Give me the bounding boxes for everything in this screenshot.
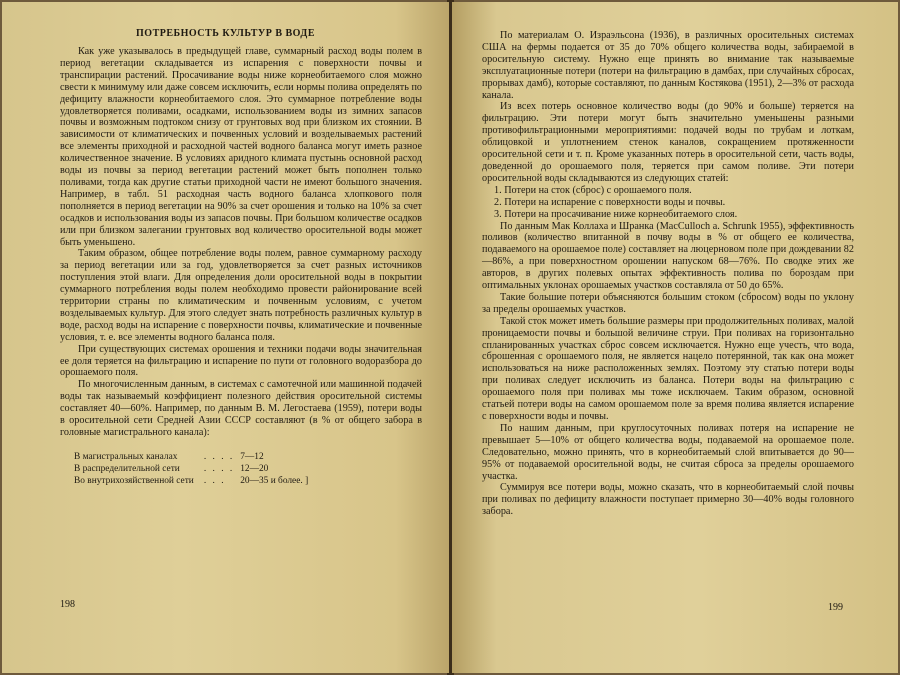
- left-page: [2, 2, 449, 673]
- table-row: [74, 463, 312, 475]
- paragraph: При существующих системах орошения и техники подачи воды значительная ее доля теряется на фильтрацию и испарение по пути от головного водоразбора до орошаемого поля.: [60, 343, 422, 379]
- loss-label: Во внутрихозяйственной сети: [74, 475, 194, 486]
- leader-dots: . . . .: [203, 451, 235, 462]
- loss-value: 20—35 и более. ]: [240, 475, 309, 486]
- loss-label: В магистральных каналах: [74, 451, 178, 462]
- paragraph: По данным Мак Коллаха и Шранка (MacCulloch a. Schrunk 1955), эффективность поливов (количество впитанной в почву воды в % от общего ее количества, подаваемого на орошаемое поле) составляет на люцерновом поле при дождевании 82—86%, а при поверхностном орошении напуском 68—76%. По сводке этих же авторов, в других полевых опытах эффективность полива по бороздам при оптимальных уклонах орошаемых участков составляла от 50 до 65%.: [482, 220, 854, 292]
- list-item: 3. Потери на просачивание ниже корнеобитаемого слоя.: [494, 208, 738, 220]
- paragraph: Таким образом, общее потребление воды полем, равное суммарному расходу за период вегетации или за год, удовлетворяется за счет разных источников поступления этой влаги. Для определения доли оросительной воды в покрытии суммарного потребления воды полем необходимо провести районирование всей территории страны по климатическим и почвенным условиям, с учетом возделываемых культур. Для этого следует знать потребность различных культур в воде, расход воды на испарение с поверхности почвы, климатические и почвенные условия, т. е. все элементы водного баланса поля.: [60, 248, 422, 343]
- left-body-text: [60, 46, 422, 487]
- table-row: [74, 475, 312, 487]
- page-number: 198: [60, 599, 75, 610]
- losses-table: [74, 451, 312, 487]
- right-body-text: [482, 30, 854, 518]
- paragraph: Суммируя все потери воды, можно сказать, что в корнеобитаемый слой почвы при поливах по дефициту влажности поступает примерно 30—40% воды головного забора.: [482, 482, 854, 518]
- leader-dots: . . . .: [203, 463, 235, 474]
- loss-value: 7—12: [240, 451, 264, 462]
- page-number: 199: [828, 602, 843, 613]
- list-item: 2. Потери на испарение с поверхности воды и почвы.: [494, 196, 726, 208]
- paragraph: Такие большие потери объясняются большим стоком (сбросом) воды по уклону за пределы орошаемых участков.: [482, 291, 854, 315]
- loss-value: 12—20: [240, 463, 269, 474]
- table-row: [74, 451, 312, 463]
- running-header: ПОТРЕБНОСТЬ КУЛЬТУР В ВОДЕ: [136, 28, 315, 39]
- paragraph: Из всех потерь основное количество воды (до 90% и больше) теряется на фильтрацию. Эти потери могут быть значительно уменьшены разными противофильтрационными мероприятиями: подачей воды по трубам и лоткам, облицовкой и уплотнением стенок каналов, сокращением протяженности оросительной сети и т. п. Кроме указанных потерь в оросительной сети, часть воды, доведенной до орошаемого поля, теряется при самом поливе. Эти потери оросительной воды складываются из следующих статей:: [482, 101, 854, 184]
- paragraph: По материалам О. Израэльсона (1936), в различных оросительных системах США на фермы подается от 35 до 70% общего количества воды, забираемой в оросительную систему. Нужно еще принять во внимание так называемые эксплуатационные потери (потери на фильтрацию в дамбах, при случайных сбросах, прорывах дамб), которые составляют, по данным Костякова (1951), 2—3% от расхода канала.: [482, 30, 854, 101]
- loss-label: В распределительной сети: [74, 463, 180, 474]
- right-page: [452, 2, 898, 673]
- loss-list: [482, 185, 854, 221]
- leader-dots: . . .: [203, 475, 226, 486]
- list-item: 1. Потери на сток (сброс) с орошаемого поля.: [494, 184, 692, 196]
- paragraph: Как уже указывалось в предыдущей главе, суммарный расход воды полем в период вегетации складывается из испарения с поверхности почвы и транспирации растений. Просачивание воды ниже корнеобитаемого слоя можно свести к минимуму или даже совсем исключить, если нормы полива определять по дефициту влажности корнеобитаемого слоя. Это суммарное потребление воды удовлетворяется поливами, осадками, использованием воды из зимних запасов почвы и возможным подтоком снизу от грунтовых вод при близком их стоянии. В зависимости от климатических и почвенных условий и возделываемых растений все элементы приходной и расходной частей водного баланса могут иметь разное количественное значение. В условиях аридного климата пустынь основной расход воды из почвы за период вегетации растений может быть пополнен только поливами, тогда как другие статьи приходной части не имеют большого значения. Например, в табл. 51 расходная часть водного баланса хлопкового поля пополняется в период вегетации на 90% за счет орошения и только на 10% за счет осадков и использования воды из запасов почвы. При большом количестве осадков или при близком залегании грунтовых вод количество оросительной воды может быть уменьшено.: [60, 46, 422, 248]
- paragraph: По многочисленным данным, в системах с самотечной или машинной подачей воды так называемый коэффициент полезного действия оросительной системы составляет 40—60%. Например, по данным В. М. Легостаева (1959), потери воды в оросительной сети Средней Азии СССР составляют (в % от общего забора в головные магистрального канала):: [60, 379, 422, 438]
- paragraph: Такой сток может иметь большие размеры при продолжительных поливах, малой проницаемости почвы и большой величине струи. При поливах на горизонтально спланированных участках сброс совсем исключается. Нужно еще учесть, что вода, сброшенная с орошаемого поля, не является нацело потерянной, так как она может использоваться на ниже расположенных землях. Поэтому эту статью потери воды при поливах следует исключить из баланса. Потери воды на фильтрацию с орошаемого поля при поливах мы тоже исключаем. Таким образом, основной статьей потери воды на самом орошаемом поле за время полива является испарение с поверхности воды и почвы.: [482, 315, 854, 422]
- paragraph: По нашим данным, при круглосуточных поливах потеря на испарение не превышает 5—10% от общего количества воды, подаваемой на орошаемое поле. Следовательно, можно принять, что в корнеобитаемый слой впитывается до 90—95% от подаваемой оросительной воды, не считая сброса за пределы орошаемого участка.: [482, 422, 854, 482]
